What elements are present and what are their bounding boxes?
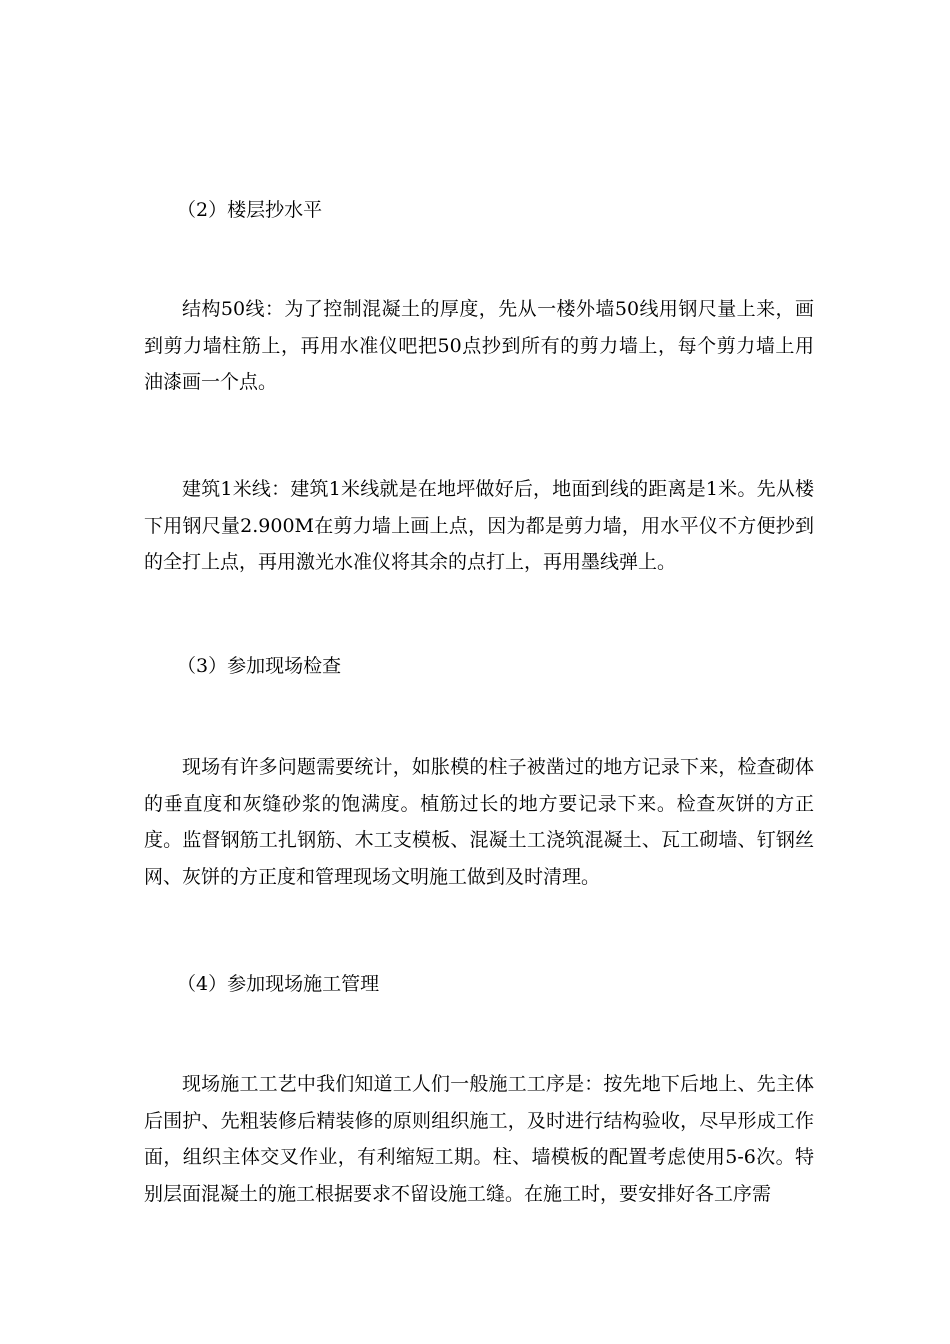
- section-heading-floor-leveling: （2）楼层抄水平: [177, 199, 323, 221]
- section-heading-site-management: （4）参加现场施工管理: [177, 973, 380, 995]
- section-heading-site-inspection: （3）参加现场检查: [177, 655, 342, 677]
- paragraph-structure-50-line: 结构50线：为了控制混凝土的厚度，先从一楼外墙50线用钢尺量上来，画到剪力墙柱筋上，再用水准仪吧把50点抄到所有的剪力墙上，每个剪力墙上用油漆画一个点。: [144, 298, 814, 393]
- paragraph-site-management: 现场施工工艺中我们知道工人们一般施工工序是：按先地下后地上、先主体后围护、先粗装修后精装修的原则组织施工，及时进行结构验收，尽早形成工作面，组织主体交叉作业，有利缩短工期。柱、墙模板的配置考虑使用5-6次。特别层面混凝土的施工根据要求不留设施工缝。在施工时，要安排好各工序需: [144, 1073, 814, 1205]
- paragraph-site-inspection: 现场有许多问题需要统计，如胀模的柱子被凿过的地方记录下来，检查砌体的垂直度和灰缝砂浆的饱满度。植筋过长的地方要记录下来。检查灰饼的方正度。监督钢筋工扎钢筋、木工支模板、混凝土工浇筑混凝土、瓦工砌墙、钉钢丝网、灰饼的方正度和管理现场文明施工做到及时清理。: [144, 756, 814, 888]
- paragraph-building-1m-line: 建筑1米线：建筑1米线就是在地坪做好后，地面到线的距离是1米。先从楼下用钢尺量2.900M在剪力墙上画上点，因为都是剪力墙，用水平仪不方便抄到的全打上点，再用激光水准仪将其余的点打上，再用墨线弹上。: [144, 478, 814, 573]
